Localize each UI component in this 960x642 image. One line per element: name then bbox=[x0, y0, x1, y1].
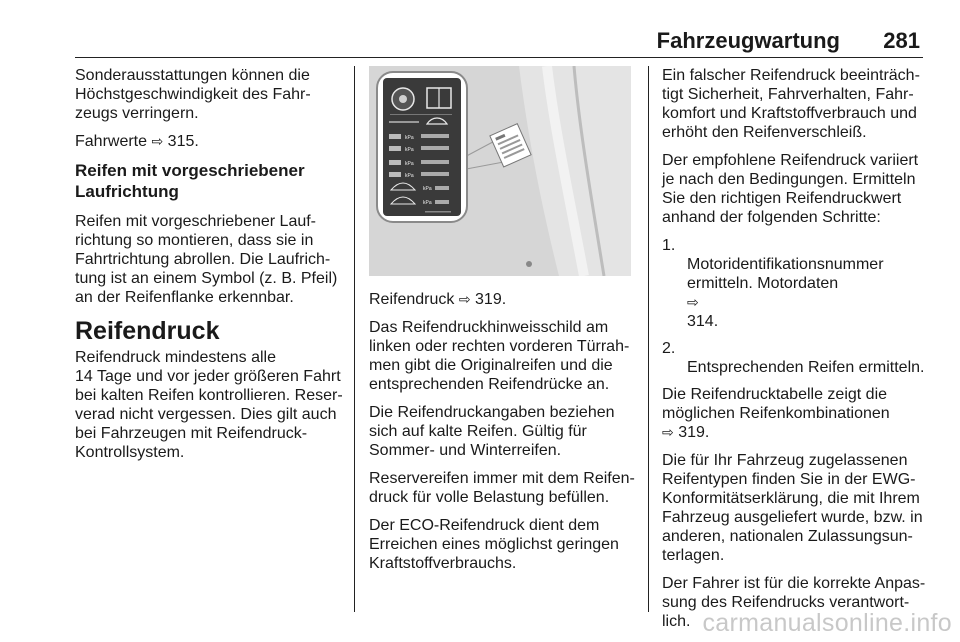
svg-text:kPa: kPa bbox=[423, 200, 432, 206]
header-rule bbox=[75, 57, 923, 58]
reference-arrow-icon: ⇨ bbox=[151, 133, 164, 149]
step-number: 1. bbox=[662, 237, 676, 254]
column-2 bbox=[369, 66, 637, 582]
page-link-314[interactable]: 314. bbox=[687, 313, 719, 330]
tire-table-text: Die Reifendrucktabelle zeigt die möglichen Reifenkombinationen bbox=[662, 386, 890, 422]
laufrichtung-paragraph: Reifen mit vorgeschriebener Lauf- richtung so montieren, dass sie in Fahrtrichtung abrollen. Die Laufrich- tung ist an einem Symbol (z. B. Pfeil) an der Reifenflanke erkennbar. bbox=[75, 213, 338, 306]
page-link-315[interactable]: 315. bbox=[167, 133, 199, 150]
page-link-319[interactable]: 319. bbox=[475, 291, 507, 308]
list-item bbox=[662, 236, 934, 331]
column-1 bbox=[75, 66, 347, 471]
svg-text:kPa: kPa bbox=[405, 135, 414, 141]
svg-text:kPa: kPa bbox=[405, 147, 414, 153]
door-frame-illustration bbox=[369, 66, 631, 276]
step-number: 2. bbox=[662, 340, 676, 357]
column-3 bbox=[662, 66, 934, 640]
reference-text: Fahrwerte bbox=[75, 133, 148, 150]
watermark: carmanualsonline.info bbox=[702, 609, 952, 637]
svg-text:kPa: kPa bbox=[405, 161, 414, 167]
page-header-title: Fahrzeugwartung bbox=[656, 28, 840, 53]
tire-pressure-label-illustration bbox=[369, 66, 631, 276]
tire-table-paragraph bbox=[662, 385, 934, 442]
intro-paragraph: Sonderausstattungen können die Höchstgeschwindigkeit des Fahr- zeugs verringern. bbox=[75, 67, 311, 122]
reference-arrow-icon: ⇨ bbox=[687, 294, 699, 310]
reference-arrow-icon: ⇨ bbox=[662, 424, 674, 440]
section-heading-laufrichtung: Reifen mit vorgeschriebener Laufrichtung bbox=[75, 161, 305, 201]
steps-list bbox=[662, 236, 934, 377]
recommended-pressure-paragraph: Der empfohlene Reifendruck variiert je nach den Bedingungen. Ermitteln Sie den richtigen Reifendruckwert anhand der folgenden Schritte: bbox=[662, 152, 919, 226]
approved-tires-paragraph: Die für Ihr Fahrzeug zugelassenen Reifentypen finden Sie in der EWG- Konformitätserklärung, die mit Ihrem Fahrzeug ausgeliefert wurde, bzw. in anderen, nationalen Zulassungsun- terlagen. bbox=[662, 452, 923, 564]
cold-tire-paragraph: Die Reifendruckangaben beziehen sich auf kalte Reifen. Gültig für Sommer- und Winterreifen. bbox=[369, 404, 615, 459]
page-number: 281 bbox=[883, 28, 920, 53]
svg-text:kPa: kPa bbox=[405, 173, 414, 179]
reifendruck-paragraph: Reifendruck mindestens alle 14 Tage und vor jeder größeren Fahrt bei kalten Reifen kontrollieren. Reser- verad nicht vergessen. Dies gilt auch bei Fahrzeugen mit Reifendruck- Kontrollsystem. bbox=[75, 349, 343, 461]
list-item bbox=[662, 339, 934, 377]
column-divider-1 bbox=[354, 66, 355, 612]
reference-arrow-icon: ⇨ bbox=[458, 291, 471, 307]
step-text: Entsprechenden Reifen ermitteln. bbox=[687, 359, 925, 376]
svg-text:kPa: kPa bbox=[423, 186, 432, 192]
wrong-pressure-paragraph: Ein falscher Reifendruck beeinträch- tigt Sicherheit, Fahrverhalten, Fahr- komfort und Kraftstoffverbrauch und erhöht den Reifenverschleiß. bbox=[662, 67, 920, 141]
spare-tire-paragraph: Reservereifen immer mit dem Reifen- druck für volle Belastung befüllen. bbox=[369, 470, 635, 506]
caption-text: Reifendruck bbox=[369, 291, 455, 308]
eco-pressure-paragraph: Der ECO-Reifendruck dient dem Erreichen eines möglichst geringen Kraftstoffverbrauchs. bbox=[369, 517, 619, 572]
driver-responsibility-paragraph: Der Fahrer ist für die korrekte Anpas- sung des Reifendrucks verantwort- lich. bbox=[662, 575, 926, 630]
column-divider-2 bbox=[648, 66, 649, 612]
section-heading-reifendruck: Reifendruck bbox=[75, 317, 220, 345]
figure-caption bbox=[369, 290, 637, 309]
step-text: Motoridentifikationsnummer ermitteln. Motordaten bbox=[687, 256, 884, 292]
page-link-319[interactable]: 319. bbox=[678, 424, 710, 441]
fahrwerte-reference bbox=[75, 132, 347, 151]
door-label-paragraph: Das Reifendruckhinweisschild am linken oder rechten vorderen Türrah- men gibt die Originalreifen und die entsprechenden Reifendrücke an. bbox=[369, 319, 630, 393]
